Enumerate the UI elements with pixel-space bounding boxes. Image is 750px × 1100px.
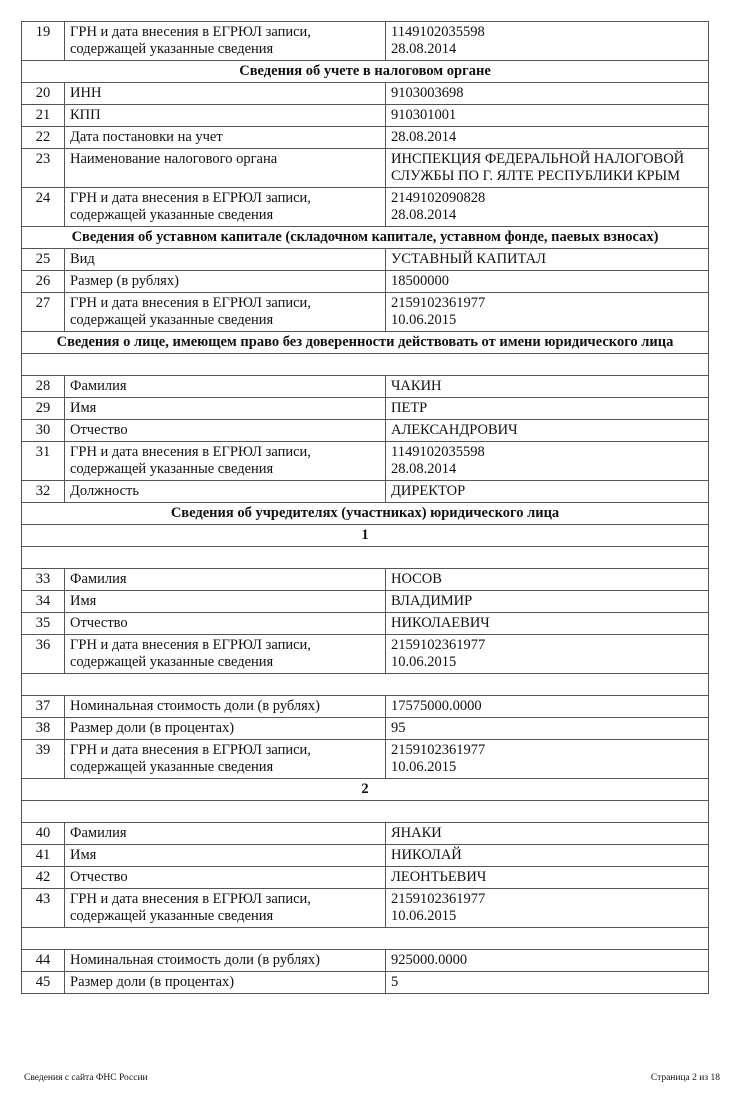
- field-name: Отчество: [65, 867, 386, 889]
- table-row: [22, 271, 709, 293]
- row-number: 37: [22, 696, 65, 718]
- field-name: Размер (в рублях): [65, 271, 386, 293]
- field-value: ПЕТР: [386, 398, 709, 420]
- field-value: ЯНАКИ: [386, 823, 709, 845]
- table-row: [22, 740, 709, 779]
- section-header-row: [22, 503, 709, 525]
- row-number: 44: [22, 950, 65, 972]
- row-number: 35: [22, 613, 65, 635]
- row-number: 25: [22, 249, 65, 271]
- field-value: НИКОЛАЕВИЧ: [386, 613, 709, 635]
- field-value: НИКОЛАЙ: [386, 845, 709, 867]
- field-name: Размер доли (в процентах): [65, 718, 386, 740]
- footer-page-number: Страница 2 из 18: [650, 1073, 720, 1083]
- field-name: Фамилия: [65, 569, 386, 591]
- field-name: ГРН и дата внесения в ЕГРЮЛ записи, содержащей указанные сведения: [65, 188, 386, 227]
- field-name: Наименование налогового органа: [65, 149, 386, 188]
- section-title: 2: [22, 779, 709, 801]
- footer-source: Сведения с сайта ФНС России: [24, 1073, 148, 1083]
- field-name: ГРН и дата внесения в ЕГРЮЛ записи, содержащей указанные сведения: [65, 740, 386, 779]
- field-name: Имя: [65, 845, 386, 867]
- row-number: 32: [22, 481, 65, 503]
- table-row: [22, 569, 709, 591]
- blank-row: [22, 547, 709, 569]
- field-value: ЛЕОНТЬЕВИЧ: [386, 867, 709, 889]
- field-value: 18500000: [386, 271, 709, 293]
- row-number: 40: [22, 823, 65, 845]
- field-value: 2159102361977 10.06.2015: [386, 740, 709, 779]
- field-name: Имя: [65, 398, 386, 420]
- field-name: ГРН и дата внесения в ЕГРЮЛ записи, содержащей указанные сведения: [65, 442, 386, 481]
- table-row: [22, 249, 709, 271]
- table-body: [22, 22, 709, 994]
- row-number: 42: [22, 867, 65, 889]
- table-row: [22, 972, 709, 994]
- section-title: Сведения об уставном капитале (складочном капитале, уставном фонде, паевых взносах): [22, 227, 709, 249]
- section-header-row: [22, 227, 709, 249]
- row-number: 39: [22, 740, 65, 779]
- blank-row: [22, 674, 709, 696]
- table-row: [22, 696, 709, 718]
- table-row: [22, 398, 709, 420]
- table-row: [22, 188, 709, 227]
- blank-row: [22, 354, 709, 376]
- field-value: 5: [386, 972, 709, 994]
- row-number: 34: [22, 591, 65, 613]
- field-name: ГРН и дата внесения в ЕГРЮЛ записи, содержащей указанные сведения: [65, 635, 386, 674]
- row-number: 43: [22, 889, 65, 928]
- row-number: 26: [22, 271, 65, 293]
- field-value: 925000.0000: [386, 950, 709, 972]
- row-number: 22: [22, 127, 65, 149]
- table-row: [22, 635, 709, 674]
- field-value: ВЛАДИМИР: [386, 591, 709, 613]
- field-value: ЧАКИН: [386, 376, 709, 398]
- section-header-row: [22, 61, 709, 83]
- row-number: 19: [22, 22, 65, 61]
- blank-row: [22, 928, 709, 950]
- row-number: 24: [22, 188, 65, 227]
- table-row: [22, 420, 709, 442]
- row-number: 41: [22, 845, 65, 867]
- table-row: [22, 845, 709, 867]
- field-value: 910301001: [386, 105, 709, 127]
- field-name: Должность: [65, 481, 386, 503]
- field-name: Дата постановки на учет: [65, 127, 386, 149]
- table-row: [22, 376, 709, 398]
- table-row: [22, 613, 709, 635]
- table-row: [22, 950, 709, 972]
- egrul-extract-table: [21, 21, 709, 994]
- field-value: 2159102361977 10.06.2015: [386, 635, 709, 674]
- field-name: КПП: [65, 105, 386, 127]
- field-value: ДИРЕКТОР: [386, 481, 709, 503]
- table-row: [22, 293, 709, 332]
- field-value: 17575000.0000: [386, 696, 709, 718]
- row-number: 36: [22, 635, 65, 674]
- table-row: [22, 442, 709, 481]
- table-row: [22, 149, 709, 188]
- field-value: 2159102361977 10.06.2015: [386, 293, 709, 332]
- field-value: 95: [386, 718, 709, 740]
- field-name: Отчество: [65, 613, 386, 635]
- field-value: АЛЕКСАНДРОВИЧ: [386, 420, 709, 442]
- row-number: 27: [22, 293, 65, 332]
- field-name: Номинальная стоимость доли (в рублях): [65, 696, 386, 718]
- field-name: Вид: [65, 249, 386, 271]
- field-name: ГРН и дата внесения в ЕГРЮЛ записи, содержащей указанные сведения: [65, 293, 386, 332]
- blank-cell: [22, 801, 709, 823]
- row-number: 31: [22, 442, 65, 481]
- field-name: Фамилия: [65, 823, 386, 845]
- field-name: Фамилия: [65, 376, 386, 398]
- field-value: 2159102361977 10.06.2015: [386, 889, 709, 928]
- table-row: [22, 83, 709, 105]
- field-value: 1149102035598 28.08.2014: [386, 22, 709, 61]
- section-title: Сведения о лице, имеющем право без доверенности действовать от имени юридического лица: [22, 332, 709, 354]
- table-row: [22, 105, 709, 127]
- section-title: 1: [22, 525, 709, 547]
- table-row: [22, 127, 709, 149]
- field-name: ГРН и дата внесения в ЕГРЮЛ записи, содержащей указанные сведения: [65, 889, 386, 928]
- table-row: [22, 718, 709, 740]
- section-header-row: [22, 779, 709, 801]
- blank-cell: [22, 674, 709, 696]
- row-number: 23: [22, 149, 65, 188]
- field-value: 28.08.2014: [386, 127, 709, 149]
- row-number: 30: [22, 420, 65, 442]
- row-number: 28: [22, 376, 65, 398]
- field-value: 2149102090828 28.08.2014: [386, 188, 709, 227]
- row-number: 33: [22, 569, 65, 591]
- field-value: 9103003698: [386, 83, 709, 105]
- table-row: [22, 889, 709, 928]
- row-number: 20: [22, 83, 65, 105]
- section-header-row: [22, 525, 709, 547]
- field-name: Отчество: [65, 420, 386, 442]
- table-row: [22, 22, 709, 61]
- section-header-row: [22, 332, 709, 354]
- table-row: [22, 867, 709, 889]
- table-row: [22, 823, 709, 845]
- field-name: ГРН и дата внесения в ЕГРЮЛ записи, содержащей указанные сведения: [65, 22, 386, 61]
- blank-row: [22, 801, 709, 823]
- blank-cell: [22, 928, 709, 950]
- field-value: НОСОВ: [386, 569, 709, 591]
- table-row: [22, 591, 709, 613]
- section-title: Сведения об учредителях (участниках) юридического лица: [22, 503, 709, 525]
- row-number: 21: [22, 105, 65, 127]
- table-row: [22, 481, 709, 503]
- section-title: Сведения об учете в налоговом органе: [22, 61, 709, 83]
- field-name: Имя: [65, 591, 386, 613]
- blank-cell: [22, 547, 709, 569]
- field-value: 1149102035598 28.08.2014: [386, 442, 709, 481]
- field-value: ИНСПЕКЦИЯ ФЕДЕРАЛЬНОЙ НАЛОГОВОЙ СЛУЖБЫ ПО Г. ЯЛТЕ РЕСПУБЛИКИ КРЫМ: [386, 149, 709, 188]
- field-name: Размер доли (в процентах): [65, 972, 386, 994]
- field-value: УСТАВНЫЙ КАПИТАЛ: [386, 249, 709, 271]
- blank-cell: [22, 354, 709, 376]
- row-number: 29: [22, 398, 65, 420]
- row-number: 38: [22, 718, 65, 740]
- field-name: ИНН: [65, 83, 386, 105]
- field-name: Номинальная стоимость доли (в рублях): [65, 950, 386, 972]
- row-number: 45: [22, 972, 65, 994]
